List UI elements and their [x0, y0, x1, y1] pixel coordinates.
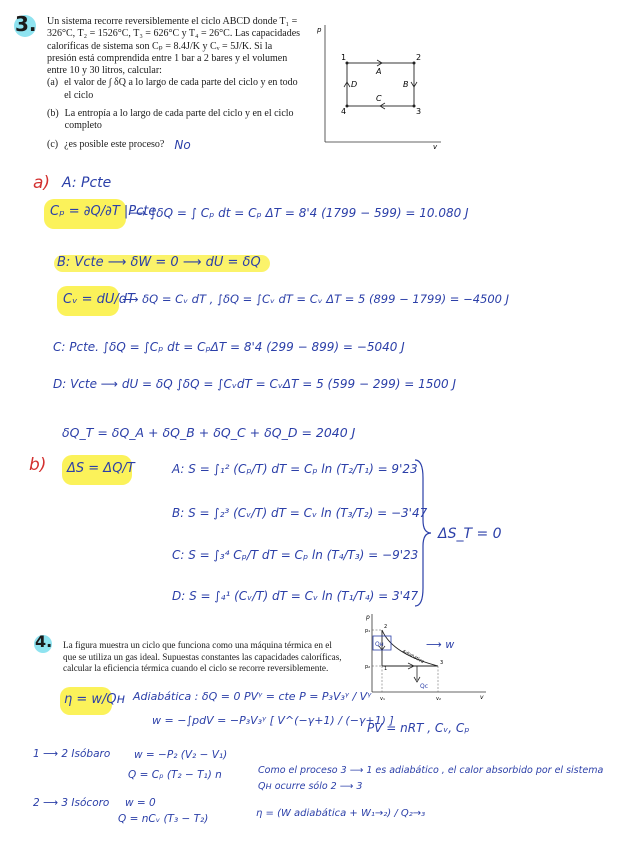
statement-line: 326°C, T₂ = 1526°C, T₃ = 626°C y T₄ = 26°C. Las capacidades	[47, 28, 301, 40]
entropy-definition: ΔS = ΔQ/T	[67, 461, 135, 476]
problem-3-statement	[47, 16, 312, 151]
statement-line: calcular la eficiencia térmica cuando el ciclo se recorre reversiblemente.	[63, 663, 329, 673]
step-12-label: 1 ⟶ 2 Isóbaro	[33, 748, 111, 760]
note-line-2: Qʜ ocurre sólo 2 ⟶ 3	[258, 781, 363, 792]
part-a-label: a)	[33, 173, 51, 193]
step-12-work: w = −P₂ (V₂ − V₁)	[134, 749, 228, 761]
entropy-row-B: B: S = ∫₂³ (Cᵥ/T) dT = Cᵥ ln (T₃/T₂) = −3'47	[172, 506, 428, 520]
corner-4: 4	[341, 107, 347, 116]
point-2: 2	[384, 624, 388, 630]
note-line-1: Como el proceso 3 ⟶ 1 es adiabático , el calor absorbido por el sistema	[258, 765, 604, 776]
part-a-A-title: A: Pcte	[62, 175, 112, 191]
C-heat-equation: C: Pcte. ∫δQ = ∫Cₚ dt = CₚΔT = 8'4 (299 − 899) = −5040 J	[53, 340, 405, 354]
statement-line: entre 10 y 30 litros, calcular:	[47, 65, 162, 77]
item-a: (a) el valor de ∫ δQ a lo largo de cada parte del ciclo y en todo el ciclo	[47, 77, 298, 101]
problem-4-number: 4.	[35, 632, 53, 651]
v-axis-label: v	[433, 143, 438, 150]
ideal-gas: PV = nRT , Cᵥ, Cₚ	[367, 721, 470, 735]
adiabatic-work: w = −∫pdV = −P₃V₃ᵞ [ V^(−γ+1) / (−γ+1) ]	[152, 714, 394, 727]
p2-label: p₂	[365, 664, 371, 670]
step-12-heat: Q = Cₚ (T₂ − T₁) n	[128, 769, 222, 781]
B-heat-equation: ⟶ δQ = Cᵥ dT , ∫δQ = ∫Cᵥ dT = Cᵥ ΔT = 5 (899 − 1799) = −4500 J	[122, 292, 510, 306]
total-heat: δQ_T = δQ_A + δQ_B + δQ_C + δQ_D = 2040 J	[62, 425, 356, 440]
cycle-abcd-diagram	[315, 22, 445, 150]
corner-1: 1	[341, 53, 347, 62]
v2-label: v₂	[436, 696, 441, 702]
statement-line: caloríficas de sistema son Cₚ = 8.4J/K y Cᵥ = 5J/K. Si la	[47, 40, 273, 52]
entropy-row-A: A: S = ∫₁² (Cₚ/T) dT = Cₚ ln (T₂/T₁) = 9'23	[172, 462, 418, 476]
answer-c: No	[174, 137, 191, 152]
efficiency-definition: η = w/Qʜ	[64, 692, 126, 707]
item-c: (c) ¿es posible este proceso? No	[47, 137, 191, 152]
problem-4-statement	[63, 640, 363, 675]
statement-line: La figura muestra un ciclo que funciona como una máquina térmica en el	[63, 640, 332, 650]
statement-line: Un sistema recorre reversiblemente el ciclo ABCD donde T₁ =	[47, 16, 298, 27]
adiabatic-label: Adiabática	[401, 649, 425, 665]
work-arrow: ⟶ w	[426, 638, 455, 651]
A-heat-equation: ⟶ ∫δQ = ∫ Cₚ dt = Cₚ ΔT = 8'4 (1799 − 599) = 10.080 J	[129, 206, 469, 220]
problem-3-number: 3.	[15, 12, 37, 36]
entropy-row-C: C: S = ∫₃⁴ Cₚ/T dT = Cₚ ln (T₄/T₃) = −9'23	[172, 548, 419, 562]
point-3: 3	[440, 660, 444, 666]
side-a: A	[376, 67, 382, 76]
entropy-total: ΔS_T = 0	[438, 526, 502, 542]
D-heat-equation: D: Vcte ⟶ dU = δQ ∫δQ = ∫CᵥdT = CᵥΔT = 5 (599 − 299) = 1500 J	[53, 377, 456, 391]
p1-label: p₁	[365, 628, 371, 634]
entropy-row-D: D: S = ∫₄¹ (Cᵥ/T) dT = Cᵥ ln (T₁/T₄) = 3'47	[172, 589, 419, 603]
qc-label: Qc	[420, 683, 429, 690]
corner-2: 2	[416, 53, 422, 62]
step-23-work: w = 0	[125, 797, 156, 809]
p-axis-label: p	[366, 614, 370, 621]
adiabatic-relation: Adiabática : δQ = 0 PVᵞ = cte P = P₃V₃ᵞ / Vᵞ	[133, 690, 372, 703]
cp-definition: Cₚ = ∂Q/∂T |Pcte	[50, 204, 157, 219]
side-d: D	[351, 80, 358, 89]
qh-label: Qʜ	[375, 641, 384, 648]
step-23-heat: Q = nCᵥ (T₃ − T₂)	[118, 813, 209, 825]
efficiency-final: η = (W adiabática + W₁→₂) / Q₂→₃	[256, 808, 426, 819]
B-title: B: Vcte ⟶ δW = 0 ⟶ dU = δQ	[57, 255, 261, 270]
item-b: (b) La entropía a lo largo de cada parte del ciclo y en el ciclo completo	[47, 108, 294, 132]
side-b: B	[403, 80, 409, 89]
v1-label: v₁	[380, 696, 385, 702]
point-1: 1	[384, 666, 388, 672]
cv-definition: Cᵥ = dU/dT	[63, 292, 135, 307]
statement-line: que se utiliza un gas ideal. Supuestas constantes las capacidades caloríficas,	[63, 651, 342, 662]
v-axis-label: v	[480, 694, 484, 701]
heat-engine-diagram	[362, 612, 490, 702]
part-b-label: b)	[29, 455, 47, 475]
side-c: C	[376, 94, 382, 103]
p-axis-label: p	[317, 26, 322, 34]
corner-3: 3	[416, 107, 422, 116]
brace	[413, 458, 433, 608]
statement-line: presión está comprendida entre 1 bar a 2 bares y el volumen	[47, 52, 288, 64]
step-23-label: 2 ⟶ 3 Isócoro	[33, 797, 110, 809]
